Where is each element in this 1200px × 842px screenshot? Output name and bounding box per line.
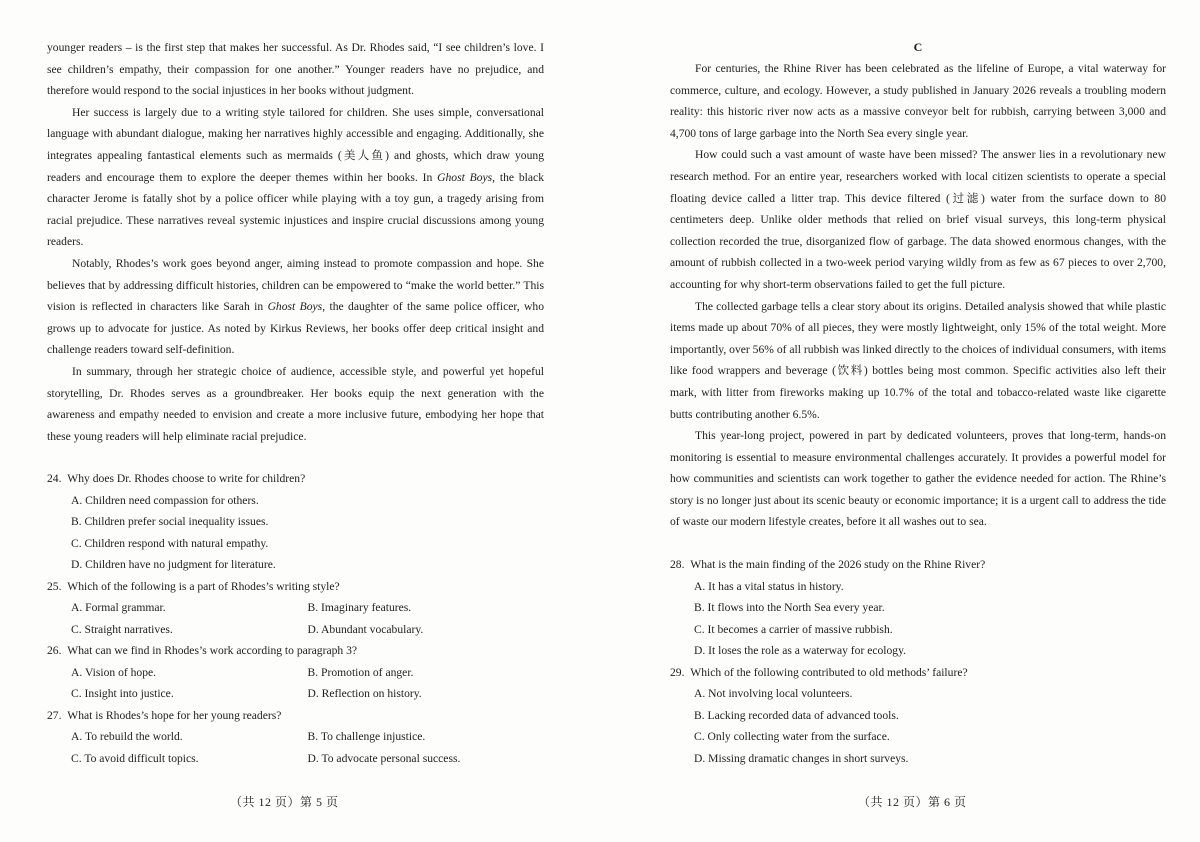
option-row	[47, 726, 544, 748]
passage-paragraph: The collected garbage tells a clear story about its origins. Detailed analysis showed that while plastic items made up about 70% of all pieces, they were mostly lightweight, only 15% of the total weight. More importantly, over 56% of all rubbish was linked directly to the choices of individual consumers, with items like food wrappers and beverage (饮料) bottles being most common. Specific activities also left their mark, with litter from fireworks making up 10.7% of the total and tobacco-related waste like cigarette butts contributing another 6.5%.	[670, 299, 1166, 421]
passage-paragraph: How could such a vast amount of waste have been missed? The answer lies in a revolutionary new research method. For an entire year, researchers worked with local citizen scientists to operate a special floating device called a litter trap. This device filtered (过滤) water from the surface down to 80 centimeters deep. Unlike older methods that relied on brief visual surveys, this long-term physical collection recorded the true, disorganized flow of garbage. The data showed enormous changes, with the amount of rubbish collected in a two-week period varying wildly from as few as 67 pieces to over 2,700, accounting for why short-term observations failed to get the full picture.	[670, 148, 1166, 291]
option-a: A. Vision of hope.	[71, 665, 157, 679]
passage-paragraph: Her success is largely due to a writing style tailored for children. She uses simple, conversational language with abundant dialogue, making her narratives highly accessible and engaging. Additionally, she integrates appealing fantastical elements such as mermaids (美人鱼) and ghosts, which draw young readers and encourage them to explore the deeper themes within her books. In Ghost Boys, the black character Jerome is fatally shot by a police officer while playing with a toy gun, a tragedy arising from racial prejudice. These narratives reveal systemic injustices and inspire crucial discussions among young readers.	[47, 105, 544, 249]
question-stem: 29. Which of the following contributed to old methods’ failure?	[670, 665, 968, 679]
question-stem: 26. What can we find in Rhodes’s work according to paragraph 3?	[47, 644, 358, 658]
spacer	[47, 447, 544, 468]
passage-paragraph: In summary, through her strategic choice of audience, accessible style, and powerful yet hopeful storytelling, Dr. Rhodes serves as a groundbreaker. Her books equip the next generation with the awareness and empathy needed to envision and create a more inclusive future, embodying her hope that these young readers will help eliminate racial prejudice.	[47, 364, 544, 443]
option-c: C. Only collecting water from the surface.	[694, 730, 890, 744]
question-25	[47, 576, 544, 641]
passage-paragraph: Notably, Rhodes’s work goes beyond anger, aiming instead to promote compassion and hope. She believes that by addressing difficult histories, children can be empowered to “make the world better.” This vision is reflected in characters like Sarah in Ghost Boys, the daughter of the same police officer, who grows up to advocate for justice. As noted by Kirkus Reviews, her books offer deep critical insight and challenge readers toward self-definition.	[47, 256, 545, 357]
option-b: B. Promotion of anger.	[307, 665, 414, 679]
option-d: D. Missing dramatic changes in short surveys.	[694, 751, 909, 765]
option-row	[47, 683, 544, 705]
spacer	[670, 533, 1166, 554]
question-28	[670, 554, 1166, 662]
option-c: C. Insight into justice.	[71, 687, 174, 701]
option-b: B. Lacking recorded data of advanced tools.	[694, 708, 899, 722]
page-number-footer: （共 12 页）第 5 页	[230, 795, 339, 809]
question-27	[47, 705, 544, 770]
option-d: D. Abundant vocabulary.	[307, 622, 424, 636]
option-a: A. Formal grammar.	[71, 601, 166, 615]
passage-paragraph: For centuries, the Rhine River has been celebrated as the lifeline of Europe, a vital waterway for commerce, culture, and ecology. However, a study published in January 2026 reveals a troubling modern reality: this historic river now acts as a massive conveyor belt for rubbish, carrying between 3,000 and 4,700 tons of large garbage into the North Sea every single year.	[670, 62, 1166, 140]
option-c: C. It becomes a carrier of massive rubbish.	[694, 622, 893, 636]
question-29	[670, 662, 1166, 770]
book-title: Ghost Boys	[437, 170, 493, 184]
option-c: C. To avoid difficult topics.	[71, 751, 199, 765]
option-d: D. It loses the role as a waterway for ecology.	[694, 644, 907, 658]
option-b: B. Children prefer social inequality issues.	[71, 515, 269, 529]
option-b: B. Imaginary features.	[307, 601, 412, 615]
option-a: A. Children need compassion for others.	[71, 493, 259, 507]
option-row	[47, 748, 544, 770]
option-row	[47, 619, 544, 641]
option-b: B. It flows into the North Sea every year.	[694, 601, 885, 615]
option-a: A. It has a vital status in history.	[694, 579, 844, 593]
passage-paragraph: younger readers – is the first step that makes her successful. As Dr. Rhodes said, “I see children’s love. I see children’s empathy, their compassion for one another.” Younger readers have no prejudice, and therefore would respond to the social injustices in her books without judgment.	[47, 41, 544, 98]
question-stem: 25. Which of the following is a part of Rhodes’s writing style?	[47, 579, 340, 593]
right-column	[670, 37, 1166, 769]
section-letter: C	[913, 40, 923, 54]
option-d: D. Reflection on history.	[307, 687, 422, 701]
left-column	[47, 37, 544, 769]
option-b: B. To challenge injustice.	[307, 730, 426, 744]
option-a: A. To rebuild the world.	[71, 730, 183, 744]
option-c: C. Children respond with natural empathy.	[71, 536, 269, 550]
question-26	[47, 640, 544, 705]
option-d: D. To advocate personal success.	[307, 751, 461, 765]
option-a: A. Not involving local volunteers.	[694, 687, 853, 701]
question-stem: 24. Why does Dr. Rhodes choose to write for children?	[47, 472, 306, 486]
question-24	[47, 468, 544, 576]
option-d: D. Children have no judgment for literature.	[71, 558, 276, 572]
option-row	[47, 597, 544, 619]
option-row	[47, 662, 544, 684]
book-title: Ghost Boys	[267, 300, 323, 314]
question-stem: 28. What is the main finding of the 2026 study on the Rhine River?	[670, 558, 986, 572]
option-c: C. Straight narratives.	[71, 622, 173, 636]
passage-paragraph: This year-long project, powered in part by dedicated volunteers, proves that long-term, hands-on monitoring is essential to measure environmental challenges accurately. It provides a powerful model for how communities and scientists can work together to gather the evidence needed for action. The Rhine’s story is no longer just about its scenic beauty or economic importance; it is a urgent call to address the tide of waste our modern lifestyle creates, before it all washes out to sea.	[670, 429, 1166, 529]
page-number-footer: （共 12 页）第 6 页	[858, 795, 967, 809]
question-stem: 27. What is Rhodes’s hope for her young readers?	[47, 708, 282, 722]
